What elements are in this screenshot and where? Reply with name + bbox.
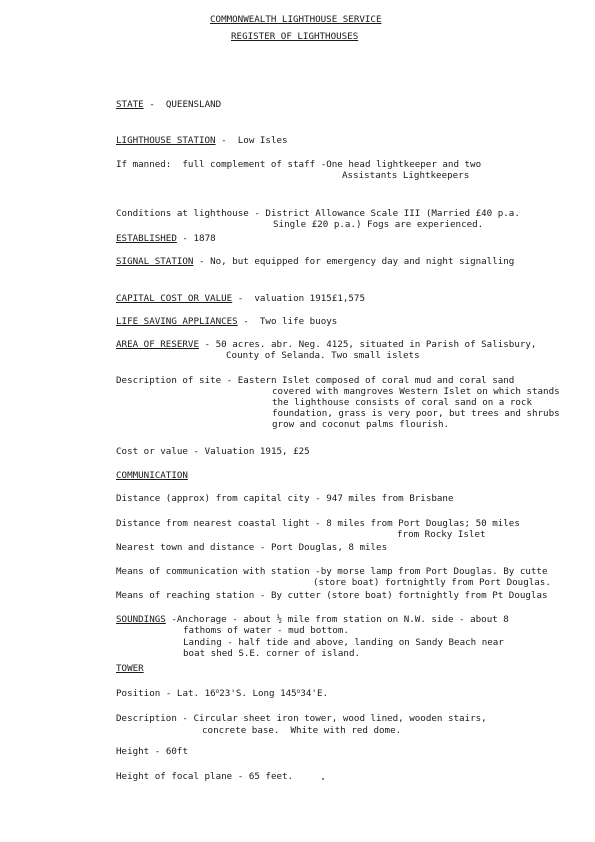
- description-line-2: concrete base. White with red dome.: [202, 725, 402, 736]
- lifesaving-label: LIFE SAVING APPLIANCES: [116, 316, 238, 327]
- site-line: the lighthouse consists of coral sand on a rock: [272, 397, 532, 408]
- communication-heading: COMMUNICATION: [116, 470, 188, 481]
- means-comm-row: [116, 566, 548, 577]
- lat-pre: Lat. 16: [176, 688, 216, 699]
- height-row: [116, 746, 188, 757]
- site-line: Eastern Islet composed of coral mud and coral sand: [237, 375, 515, 386]
- dash: -: [154, 746, 161, 757]
- station-row: [116, 135, 288, 146]
- position-row: [116, 686, 328, 699]
- focal-value: 65 feet.: [248, 771, 294, 782]
- nearest-town-label: Nearest town and distance: [116, 542, 255, 553]
- means-reach-row: [116, 590, 548, 601]
- dash: -: [259, 590, 266, 601]
- capital-value: valuation 1915£1,575: [254, 293, 365, 304]
- lifesaving-value: Two life buoys: [259, 316, 338, 327]
- reserve-row: [116, 339, 536, 350]
- site-row: [116, 375, 514, 386]
- signal-label: SIGNAL STATION: [116, 256, 194, 267]
- distance-capital-row: [116, 493, 453, 504]
- means-comm-value-2: (store boat) fortnightly from Port Douglas.: [313, 577, 551, 588]
- half-fraction: ½: [276, 614, 283, 625]
- dash: -: [254, 208, 260, 219]
- soundings-line-4: boat shed S.E. corner of island.: [183, 648, 361, 659]
- cost-label: Cost or value: [116, 446, 188, 457]
- dash: -: [199, 256, 205, 267]
- degree-mark: o: [215, 688, 220, 695]
- dash: -: [237, 771, 244, 782]
- capital-row: [116, 293, 365, 304]
- established-row: [116, 233, 216, 244]
- distance-coastal-label: Distance from nearest coastal light: [116, 518, 310, 529]
- dash: -: [165, 688, 172, 699]
- dash: -: [193, 446, 200, 457]
- dash: -: [221, 135, 227, 146]
- cost-value: Valuation 1915, £25: [204, 446, 310, 457]
- dash: -: [315, 493, 321, 504]
- means-reach-label: Means of reaching station: [116, 590, 255, 601]
- soundings-line-1-pre: Anchorage - about: [176, 614, 271, 625]
- height-label: Height: [116, 746, 150, 757]
- station-value: Low Isles: [237, 135, 288, 146]
- height-value: 60ft: [165, 746, 188, 757]
- manned-row: [116, 159, 481, 170]
- tower-heading: TOWER: [116, 663, 144, 674]
- focal-label: Height of focal plane: [116, 771, 233, 782]
- focal-row: [116, 771, 293, 782]
- signal-value: No, but equipped for emergency day and night signalling: [210, 256, 515, 267]
- means-reach-value: By cutter (store boat) fortnightly from Pt Douglas: [270, 590, 548, 601]
- state-row: [116, 99, 221, 110]
- long-post: 34'E.: [300, 688, 329, 699]
- signal-row: [116, 256, 514, 267]
- established-value: 1878: [193, 233, 216, 244]
- conditions-value-1: District Allowance Scale III (Married £40 p.a.: [265, 208, 520, 219]
- conditions-label: Conditions at lighthouse: [116, 208, 249, 219]
- dash: -: [237, 293, 244, 304]
- position-label: Position: [116, 688, 161, 699]
- dash: -: [204, 339, 211, 350]
- document-title: COMMONWEALTH LIGHTHOUSE SERVICE: [210, 14, 382, 25]
- distance-coastal-value-2: from Rocky Islet: [397, 529, 486, 540]
- state-label: STATE: [116, 99, 144, 110]
- distance-coastal-value-1: 8 miles from Port Douglas; 50 miles: [326, 518, 520, 529]
- conditions-row: [116, 208, 520, 219]
- soundings-label: SOUNDINGS: [116, 614, 166, 625]
- nearest-town-value: Port Douglas, 8 miles: [270, 542, 388, 553]
- dash: -: [315, 518, 321, 529]
- description-label: Description: [116, 713, 177, 724]
- nearest-town-row: [116, 542, 387, 553]
- description-line-1: Circular sheet iron tower, wood lined, wooden stairs,: [193, 713, 487, 724]
- site-line: foundation, grass is very poor, but trees and shrubs: [272, 408, 560, 419]
- soundings-line-1-post: mile from station on N.W. side - about 8: [287, 614, 509, 625]
- dash: -: [182, 233, 188, 244]
- dash: -: [315, 566, 321, 577]
- means-comm-value-1: by morse lamp from Port Douglas. By cutte: [320, 566, 548, 577]
- soundings-line-2: fathoms of water - mud bottom.: [183, 625, 349, 636]
- means-comm-label: Means of communication with station: [116, 566, 310, 577]
- reserve-label: AREA OF RESERVE: [116, 339, 199, 350]
- established-label: ESTABLISHED: [116, 233, 177, 244]
- description-row: [116, 713, 487, 724]
- manned-value-2: Assistants Lightkeepers: [342, 170, 470, 181]
- reserve-value-1: 50 acres. abr. Neg. 4125, situated in Parish of Salisbury,: [215, 339, 537, 350]
- dash: -: [320, 159, 327, 170]
- dash: -: [226, 375, 233, 386]
- cost-row: [116, 446, 310, 457]
- distance-coastal-row: [116, 518, 520, 529]
- distance-capital-value: 947 miles from Brisbane: [326, 493, 454, 504]
- dash: -: [171, 614, 177, 625]
- dash: -: [259, 542, 266, 553]
- dash: -: [149, 99, 155, 110]
- site-label: Description of site: [116, 375, 222, 386]
- conditions-value-2: Single £20 p.a.) Fogs are experienced.: [273, 219, 484, 230]
- state-value: QUEENSLAND: [165, 99, 222, 110]
- site-line: grow and coconut palms flourish.: [272, 419, 450, 430]
- manned-value-1: One head lightkeeper and two: [326, 159, 482, 170]
- dash: -: [243, 316, 249, 327]
- lifesaving-row: [116, 316, 337, 327]
- degree-mark: o: [296, 688, 301, 695]
- reserve-value-2: County of Selanda. Two small islets: [226, 350, 420, 361]
- distance-capital-label: Distance (approx) from capital city: [116, 493, 310, 504]
- soundings-row: [116, 614, 509, 625]
- capital-label: CAPITAL COST OR VALUE: [116, 293, 233, 304]
- site-line: covered with mangroves Western Islet on which stands: [272, 386, 560, 397]
- lat-post: 23'S. Long 145: [219, 688, 297, 699]
- ink-speck: [322, 778, 324, 780]
- manned-label: If manned: full complement of staff: [116, 159, 316, 170]
- dash: -: [182, 713, 188, 724]
- soundings-line-3: Landing - half tide and above, landing on Sandy Beach near: [183, 637, 504, 648]
- document-subtitle: REGISTER OF LIGHTHOUSES: [231, 31, 359, 42]
- station-label: LIGHTHOUSE STATION: [116, 135, 216, 146]
